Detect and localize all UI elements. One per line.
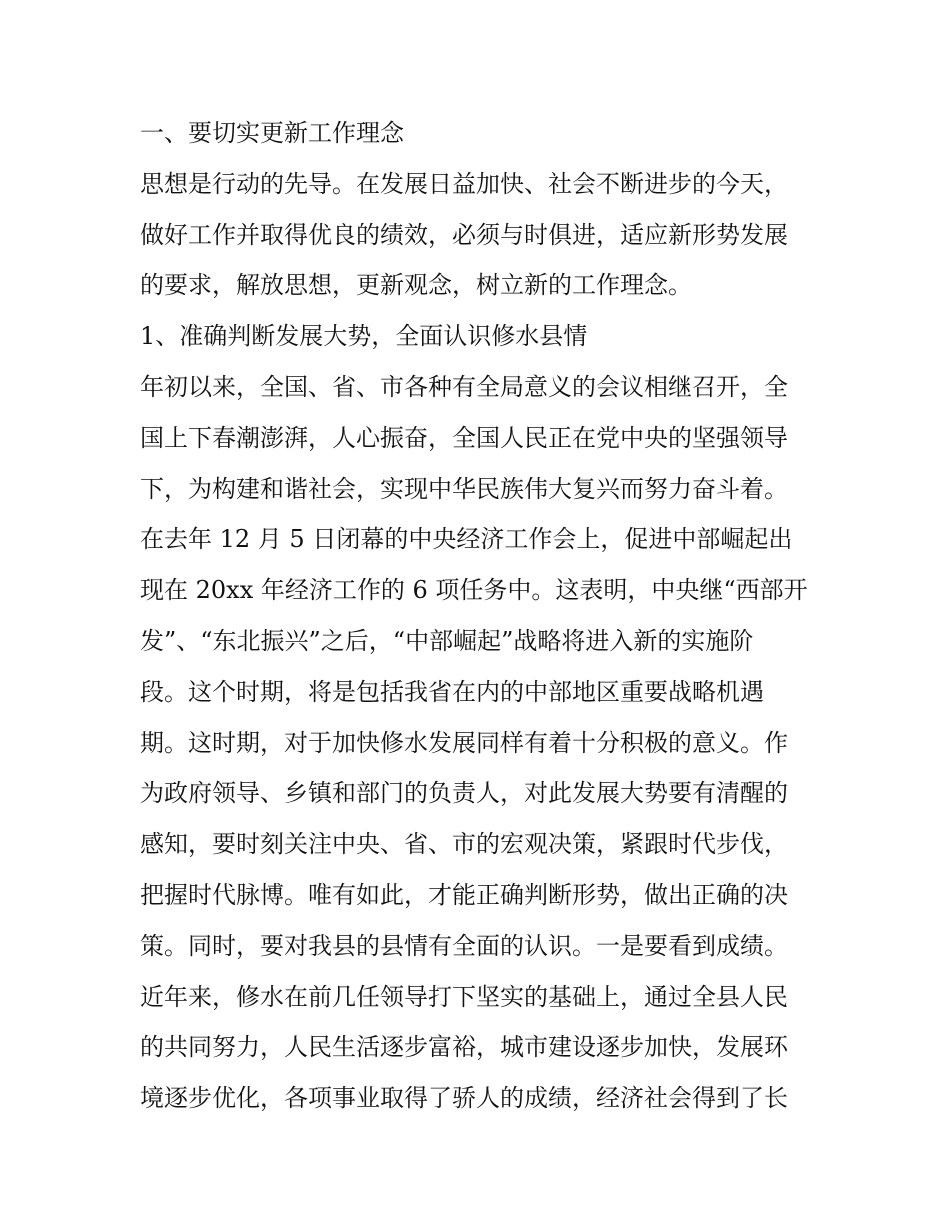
paragraph-line: 思想是行动的先导。在发展日益加快、社会不断进步的今天， (140, 169, 788, 198)
subsection-heading: 1、准确判断发展大势，全面认识修水县情 (140, 322, 588, 351)
paragraph-line: 的要求，解放思想，更新观念，树立新的工作理念。 (140, 271, 692, 300)
document-body (140, 108, 812, 1124)
paragraph-line: 近年来，修水在前几任领导打下坚实的基础上，通过全县人民 (140, 982, 788, 1011)
paragraph-line: 发”、“东北振兴”之后，“中部崛起”战略将进入新的实施阶 (140, 626, 754, 655)
paragraph-line: 为政府领导、乡镇和部门的负责人，对此发展大势要有清醒的 (140, 779, 788, 808)
paragraph-line: 年初以来，全国、省、市各种有全局意义的会议相继召开，全 (140, 372, 788, 401)
paragraph-line: 在去年 12 月 5 日闭幕的中央经济工作会上，促进中部崛起出 (140, 525, 793, 554)
paragraph-line: 段。这个时期，将是包括我省在内的中部地区重要战略机遇 (140, 677, 764, 706)
section-heading: 一、要切实更新工作理念 (140, 119, 404, 147)
paragraph-line: 策。同时，要对我县的县情有全面的认识。一是要看到成绩。 (140, 931, 788, 960)
paragraph-line: 国上下春潮澎湃，人心振奋，全国人民正在党中央的坚强领导 (140, 423, 788, 452)
paragraph-line: 的共同努力，人民生活逐步富裕，城市建设逐步加快，发展环 (140, 1033, 788, 1062)
paragraph-line: 把握时代脉博。唯有如此，才能正确判断形势，做出正确的决 (140, 880, 788, 909)
paragraph-line: 期。这时期，对于加快修水发展同样有着十分积极的意义。作 (140, 728, 788, 757)
paragraph-line: 感知，要时刻关注中央、省、市的宏观决策，紧跟时代步伐， (140, 830, 788, 859)
paragraph-line: 现在 20xx 年经济工作的 6 项任务中。这表明，中央继“西部开 (140, 576, 808, 605)
paragraph-line: 做好工作并取得优良的绩效，必须与时俱进，适应新形势发展 (140, 220, 788, 249)
paragraph-line: 下，为构建和谐社会，实现中华民族伟大复兴而努力奋斗着。 (140, 474, 788, 503)
paragraph-line: 境逐步优化，各项事业取得了骄人的成绩，经济社会得到了长 (140, 1084, 788, 1113)
